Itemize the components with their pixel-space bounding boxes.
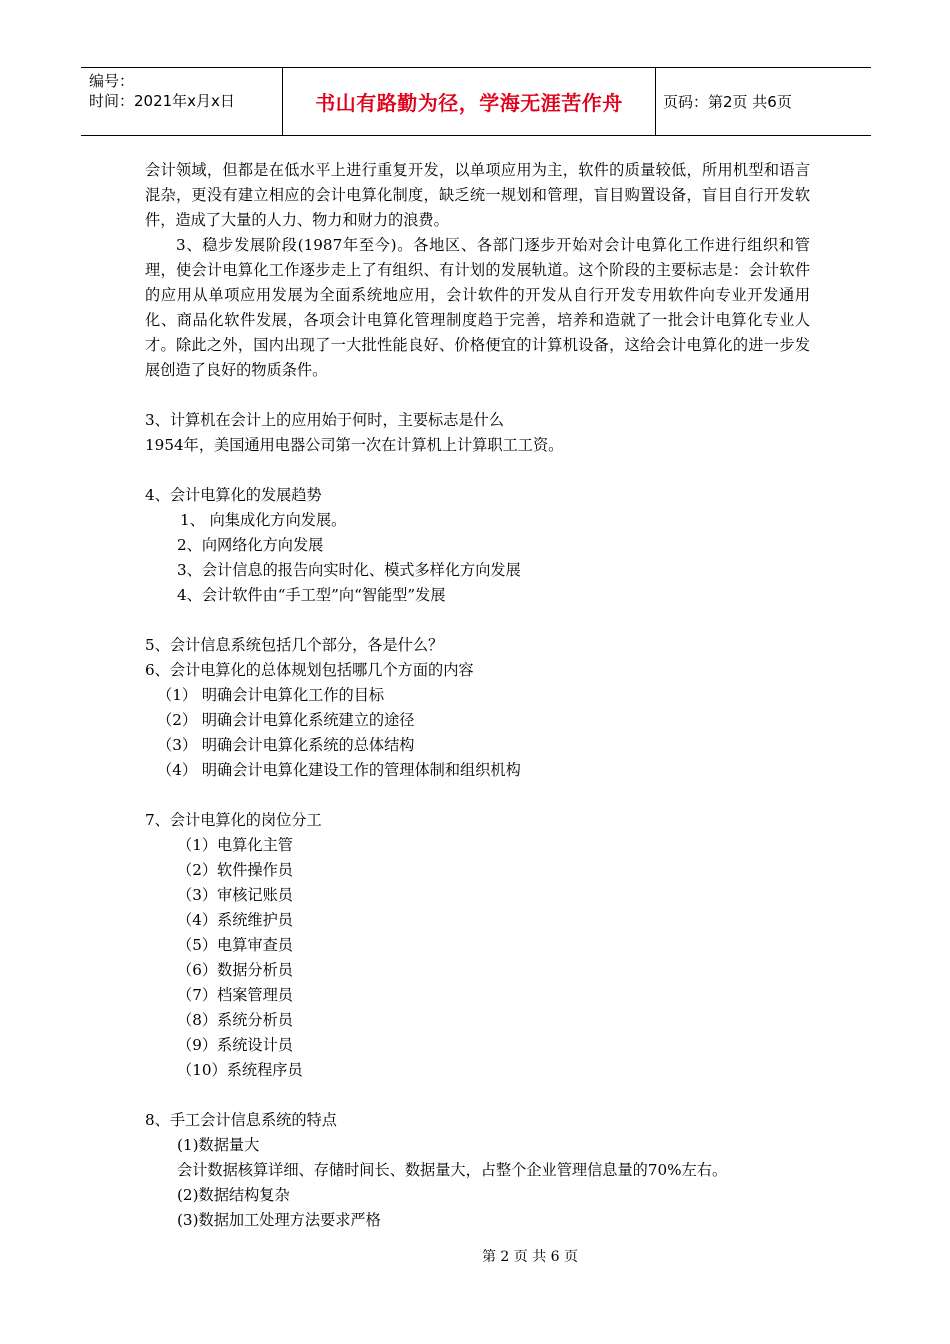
- q7-title: 7、会计电算化的岗位分工: [145, 811, 322, 829]
- q6-item: （4） 明确会计电算化建设工作的管理体制和组织机构: [157, 761, 521, 779]
- footer-page-number: 第 2 页 共 6 页: [481, 1249, 579, 1265]
- q4-item: 1、 向集成化方向发展。: [180, 511, 347, 529]
- q3-answer: 1954年，美国通用电器公司第一次在计算机上计算职工工资。: [145, 436, 564, 454]
- q3-title: 3、计算机在会计上的应用始于何时，主要标志是什么: [145, 411, 504, 429]
- page-header: [81, 67, 871, 136]
- q4-item: 3、会计信息的报告向实时化、模式多样化方向发展: [177, 561, 521, 579]
- q6-item: （3） 明确会计电算化系统的总体结构: [157, 736, 415, 754]
- q7-item: （4）系统维护员: [177, 911, 293, 929]
- document-body: [145, 158, 810, 1233]
- q7-item: （10）系统程序员: [177, 1061, 303, 1079]
- header-page-info: 页码：第2页 共6页: [663, 93, 792, 111]
- header-number-label: 编号：: [89, 72, 135, 90]
- q7-item: （1）电算化主管: [177, 836, 293, 854]
- q5-title: 5、会计信息系统包括几个部分，各是什么？: [145, 636, 444, 654]
- q8-item: (3)数据加工处理方法要求严格: [177, 1211, 381, 1229]
- q8-item: (2)数据结构复杂: [177, 1186, 290, 1204]
- header-time-label: 时间：2021年x月x日: [89, 92, 235, 110]
- q7-item: （5）电算审查员: [177, 936, 293, 954]
- q7-item: （3）审核记账员: [177, 886, 293, 904]
- q7-item: （9）系统设计员: [177, 1036, 293, 1054]
- q6-title: 6、会计电算化的总体规划包括哪几个方面的内容: [145, 661, 474, 679]
- q7-item: （7）档案管理员: [177, 986, 293, 1004]
- q7-item: （6）数据分析员: [177, 961, 293, 979]
- q7-item: （2）软件操作员: [177, 861, 293, 879]
- q8-title: 8、手工会计信息系统的特点: [145, 1111, 337, 1129]
- q4-item: 2、向网络化方向发展: [177, 536, 324, 554]
- q8-item: 会计数据核算详细、存储时间长、数据量大，占整个企业管理信息量的70%左右。: [177, 1161, 728, 1179]
- q6-item: （1） 明确会计电算化工作的目标: [157, 686, 385, 704]
- q4-title: 4、会计电算化的发展趋势: [145, 486, 322, 504]
- page-footer: [0, 1246, 950, 1266]
- q4-item: 4、会计软件由“手工型”向“智能型”发展: [177, 586, 446, 604]
- q7-item: （8）系统分析员: [177, 1011, 293, 1029]
- q8-item: (1)数据量大: [177, 1136, 260, 1154]
- intro-paragraph: 会计领域，但都是在低水平上进行重复开发，以单项应用为主，软件的质量较低，所用机型和语言混杂，更没有建立相应的会计电算化制度，缺乏统一规划和管理，盲目购置设备，盲目自行开发软件，造成了大量的人力、物力和财力的浪费。: [145, 161, 810, 229]
- header-divider-right: [655, 67, 656, 136]
- header-motto: 书山有路勤为径，学海无涯苦作舟: [315, 91, 623, 115]
- q6-item: （2） 明确会计电算化系统建立的途径: [157, 711, 415, 729]
- stage3-paragraph: 3、稳步发展阶段(1987年至今)。各地区、各部门逐步开始对会计电算化工作进行组织和管理，使会计电算化工作逐步走上了有组织、有计划的发展轨道。这个阶段的主要标志是：会计软件的应用从单项应用发展为全面系统地应用，会计软件的开发从自行开发专用软件向专业开发通用化、商品化软件发展，各项会计电算化管理制度趋于完善，培养和造就了一批会计电算化专业人才。除此之外，国内出现了一大批性能良好、价格便宜的计算机设备，这给会计电算化的进一步发展创造了良好的物质条件。: [145, 236, 810, 379]
- header-meta: [89, 71, 235, 111]
